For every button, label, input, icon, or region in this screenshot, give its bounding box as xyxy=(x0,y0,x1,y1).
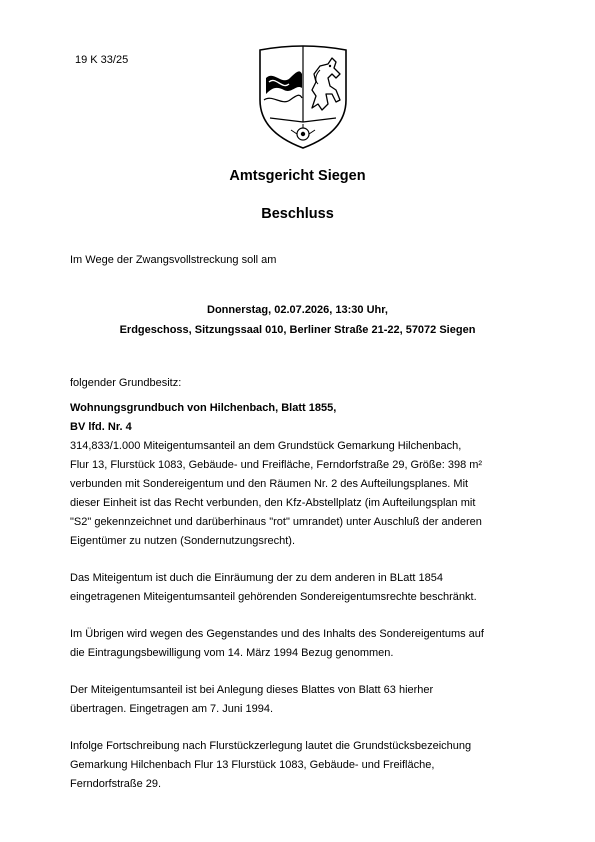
paragraph-line: Der Miteigentumsanteil ist bei Anlegung dieses Blattes von Blatt 63 hierher xyxy=(70,684,434,696)
paragraph-infolge xyxy=(70,737,530,794)
property-line: "S2" gekennzeichnet und darüberhinaus "rot" umrandet) unter Auschluß der anderen xyxy=(70,516,482,528)
paragraph-uebrigen xyxy=(70,625,530,663)
property-heading-register: Wohnungsgrundbuch von Hilchenbach, Blatt 1855, xyxy=(70,402,337,414)
property-heading-number: BV lfd. Nr. 4 xyxy=(70,421,132,433)
nrw-coat-of-arms-icon xyxy=(256,44,350,152)
appointment-date: Donnerstag, 02.07.2026, 13:30 Uhr, xyxy=(207,304,388,316)
property-line: verbunden mit Sondereigentum und den Räumen Nr. 2 des Aufteilungsplanes. Mit xyxy=(70,478,469,490)
property-line: Flur 13, Flurstück 1083, Gebäude- und Freifläche, Ferndorfstraße 29, Größe: 398 m² xyxy=(70,459,483,471)
court-name: Amtsgericht Siegen xyxy=(229,168,366,184)
paragraph-line: übertragen. Eingetragen am 7. Juni 1994. xyxy=(70,703,274,715)
property-description xyxy=(70,399,530,551)
paragraph-line: Gemarkung Hilchenbach Flur 13 Flurstück 1083, Gebäude- und Freifläche, xyxy=(70,759,435,771)
paragraph-line: Ferndorfstraße 29. xyxy=(70,778,162,790)
property-line: dieser Einheit ist das Recht verbunden, den Kfz-Abstellplatz (im Aufteilungsplan mit xyxy=(70,497,476,509)
paragraph-anlegung xyxy=(70,681,530,719)
intro-text: Im Wege der Zwangsvollstreckung soll am xyxy=(70,254,277,266)
appointment-block xyxy=(0,300,595,340)
paragraph-line: Infolge Fortschreibung nach Flurstückzerlegung lautet die Grundstücksbezeichung xyxy=(70,740,472,752)
paragraph-line: eingetragenen Miteigentumsanteil gehörenden Sondereigentumsrechte beschränkt. xyxy=(70,591,477,603)
appointment-location: Erdgeschoss, Sitzungssaal 010, Berliner Straße 21-22, 57072 Siegen xyxy=(119,324,476,336)
paragraph-miteigentum xyxy=(70,569,530,607)
property-line: 314,833/1.000 Miteigentumsanteil an dem Grundstück Gemarkung Hilchenbach, xyxy=(70,440,462,452)
property-line: Eigentümer zu nutzen (Sondernutzungsrecht). xyxy=(70,535,296,547)
file-number: 19 K 33/25 xyxy=(75,54,129,66)
paragraph-line: Im Übrigen wird wegen des Gegenstandes und des Inhalts des Sondereigentums auf xyxy=(70,628,484,640)
property-intro: folgender Grundbesitz: xyxy=(70,377,182,389)
paragraph-line: die Eintragungsbewilligung vom 14. März 1994 Bezug genommen. xyxy=(70,647,394,659)
paragraph-line: Das Miteigentum ist duch die Einräumung der zu dem anderen in BLatt 1854 xyxy=(70,572,443,584)
document-title: Beschluss xyxy=(261,206,334,222)
